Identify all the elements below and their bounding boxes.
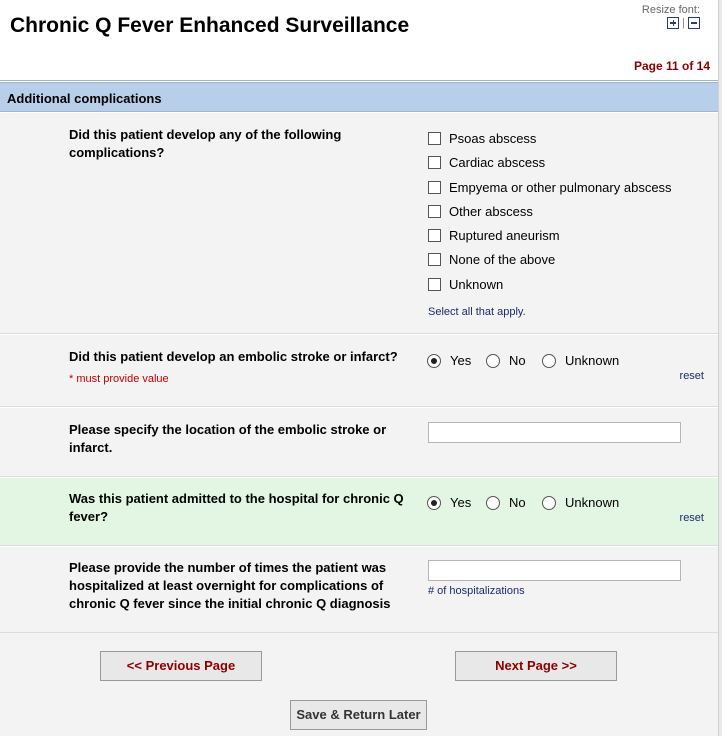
required-indicator: * must provide value — [69, 373, 169, 385]
question-row-complications — [0, 113, 718, 334]
question-label-complications: Did this patient develop any of the following complications? — [69, 127, 342, 160]
radio-label: Unknown — [565, 353, 620, 368]
checkbox-none-of-the-above[interactable] — [428, 252, 555, 267]
checkbox-icon[interactable] — [428, 278, 441, 291]
checkbox-unknown[interactable] — [428, 277, 503, 292]
checkbox-label: None of the above — [449, 252, 556, 267]
radio-label: Yes — [450, 353, 472, 368]
next-page-button[interactable]: Next Page >> — [455, 651, 617, 681]
survey-title: Chronic Q Fever Enhanced Surveillance — [10, 14, 410, 37]
radio-icon[interactable] — [542, 496, 556, 510]
checkbox-cardiac-abscess[interactable] — [428, 155, 545, 170]
page-indicator: Page 11 of 14 — [633, 59, 710, 73]
checkbox-label: Unknown — [449, 277, 504, 292]
checkbox-psoas-abscess[interactable] — [428, 131, 536, 146]
increase-font-icon[interactable] — [667, 17, 679, 29]
hospitalization-count-input[interactable] — [428, 560, 681, 581]
radio-admitted-yes[interactable] — [427, 495, 471, 510]
question-label-hospitalization-count: Please provide the number of times the patient was hospitalized at least overnight for complications of chronic Q fever since the initial chronic Q diagnosis — [69, 560, 391, 611]
question-row-embolic-stroke — [0, 335, 718, 407]
checkbox-icon[interactable] — [428, 132, 441, 145]
radio-selected-icon[interactable] — [427, 496, 441, 510]
checkbox-icon[interactable] — [428, 229, 441, 242]
radio-label: No — [509, 353, 526, 368]
radio-stroke-no[interactable] — [486, 353, 526, 368]
reset-link-stroke[interactable]: reset — [679, 370, 704, 382]
checkbox-icon[interactable] — [428, 253, 441, 266]
checkbox-label: Ruptured aneurism — [449, 228, 560, 243]
radio-label: Yes — [450, 495, 472, 510]
select-all-hint: Select all that apply. — [428, 306, 526, 318]
checkbox-other-abscess[interactable] — [428, 204, 533, 219]
question-label-hospital-admission: Was this patient admitted to the hospital for chronic Q fever? — [69, 491, 404, 524]
navigation-footer — [0, 633, 718, 736]
checkbox-icon[interactable] — [428, 156, 441, 169]
stroke-location-input[interactable] — [428, 422, 681, 443]
page-header — [0, 0, 718, 81]
question-row-stroke-location — [0, 408, 718, 477]
scrollbar-track — [718, 0, 722, 736]
hospitalizations-hint: # of hospitalizations — [428, 585, 525, 597]
radio-stroke-unknown[interactable] — [542, 353, 619, 368]
question-row-hospitalization-count — [0, 547, 718, 633]
checkbox-icon[interactable] — [428, 205, 441, 218]
checkbox-ruptured-aneurism[interactable] — [428, 228, 560, 243]
checkbox-label: Empyema or other pulmonary abscess — [449, 180, 672, 195]
checkbox-empyema[interactable] — [428, 180, 672, 195]
resize-font-controls — [667, 17, 700, 29]
radio-icon[interactable] — [486, 354, 500, 368]
question-row-hospital-admission — [0, 478, 718, 546]
resize-font-label: Resize font: — [641, 4, 700, 16]
radio-stroke-yes[interactable] — [427, 353, 471, 368]
checkbox-label: Psoas abscess — [449, 131, 537, 146]
previous-page-button[interactable]: << Previous Page — [100, 651, 262, 681]
radio-admitted-unknown[interactable] — [542, 495, 619, 510]
section-header — [0, 82, 718, 112]
radio-icon[interactable] — [486, 496, 500, 510]
decrease-font-icon[interactable] — [688, 17, 700, 29]
checkbox-label: Other abscess — [449, 204, 533, 219]
radio-label: Unknown — [565, 495, 620, 510]
radio-icon[interactable] — [542, 354, 556, 368]
question-label-embolic-stroke: Did this patient develop an embolic stroke or infarct? — [69, 349, 398, 364]
radio-selected-icon[interactable] — [427, 354, 441, 368]
save-return-later-button[interactable]: Save & Return Later — [290, 700, 427, 730]
checkbox-icon[interactable] — [428, 181, 441, 194]
radio-label: No — [509, 495, 526, 510]
radio-admitted-no[interactable] — [486, 495, 526, 510]
resize-separator: | — [682, 17, 685, 29]
checkbox-label: Cardiac abscess — [449, 155, 546, 170]
reset-link-admitted[interactable]: reset — [679, 512, 704, 524]
section-title: Additional complications — [7, 91, 162, 106]
question-label-stroke-location: Please specify the location of the embolic stroke or infarct. — [69, 422, 387, 455]
